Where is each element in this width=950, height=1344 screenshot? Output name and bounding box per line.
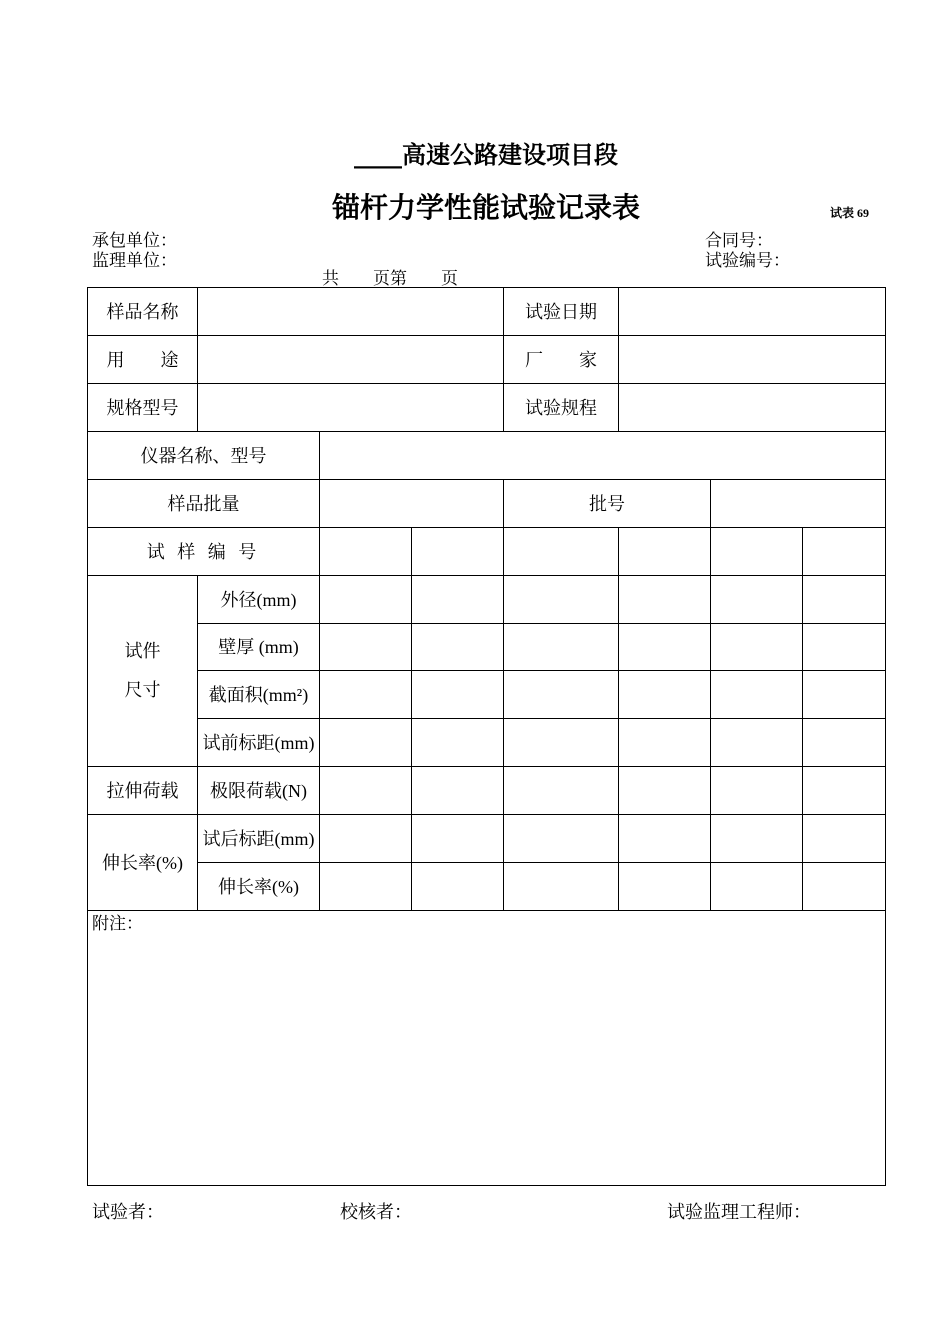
table-row	[88, 815, 886, 863]
gauge-after-cell	[619, 815, 711, 863]
elongation-cell	[504, 863, 619, 911]
record-table	[87, 287, 886, 1186]
elongation-group-label: 伸长率(%)	[88, 815, 198, 911]
specimen-no-cell	[803, 528, 886, 576]
gauge-before-cell	[711, 719, 803, 767]
gauge-before-cell	[412, 719, 504, 767]
elongation-cell	[320, 863, 412, 911]
wall-thickness-cell	[320, 624, 412, 671]
section-area-cell	[320, 671, 412, 719]
gauge-after-cell	[711, 815, 803, 863]
specimen-no-cell	[320, 528, 412, 576]
gauge-after-cell	[412, 815, 504, 863]
batch-no-value	[711, 480, 886, 528]
specimen-no-cell	[504, 528, 619, 576]
table-row	[88, 863, 886, 911]
wall-thickness-cell	[504, 624, 619, 671]
checker-label: 校核者：	[340, 1202, 412, 1222]
table-row	[88, 719, 886, 767]
remarks-label: 附注：	[92, 914, 143, 933]
instrument-value	[320, 432, 886, 480]
table-row	[88, 576, 886, 624]
gauge-after-cell	[504, 815, 619, 863]
form-code: 试表 69	[830, 206, 870, 220]
batch-no-label: 批号	[504, 480, 711, 528]
specimen-size-line-2: 尺寸	[124, 680, 161, 700]
table-row	[88, 767, 886, 815]
tester-label: 试验者：	[92, 1202, 164, 1222]
ultimate-load-cell	[711, 767, 803, 815]
elongation-label: 伸长率(%)	[198, 863, 320, 911]
specimen-no-cell	[711, 528, 803, 576]
supervisor-label: 监理单位：	[92, 251, 177, 270]
sample-name-label: 样品名称	[88, 288, 198, 336]
page-info: 共 页第 页	[322, 269, 458, 288]
table-row	[88, 432, 886, 480]
manufacturer-label: 厂 家	[504, 336, 619, 384]
section-area-cell	[619, 671, 711, 719]
manufacturer-value	[619, 336, 886, 384]
wall-thickness-label: 壁厚 (mm)	[198, 624, 320, 671]
outer-diameter-cell	[803, 576, 886, 624]
table-row	[88, 384, 886, 432]
table-row	[88, 528, 886, 576]
specimen-no-cell	[619, 528, 711, 576]
ultimate-load-cell	[803, 767, 886, 815]
outer-diameter-cell	[619, 576, 711, 624]
wall-thickness-cell	[803, 624, 886, 671]
section-area-cell	[803, 671, 886, 719]
test-standard-label: 试验规程	[504, 384, 619, 432]
test-no-label: 试验编号：	[705, 251, 790, 270]
contractor-label: 承包单位：	[92, 231, 177, 250]
specimen-no-cell	[412, 528, 504, 576]
outer-diameter-cell	[320, 576, 412, 624]
outer-diameter-cell	[504, 576, 619, 624]
elongation-cell	[803, 863, 886, 911]
form-title: 锚杆力学性能试验记录表	[331, 191, 640, 224]
section-area-cell	[504, 671, 619, 719]
specimen-size-line-1: 试件	[124, 641, 161, 661]
gauge-after-cell	[320, 815, 412, 863]
test-standard-value	[619, 384, 886, 432]
ultimate-load-label: 极限荷载(N)	[198, 767, 320, 815]
sample-name-value	[198, 288, 504, 336]
sample-batch-value	[320, 480, 504, 528]
section-area-label: 截面积(mm²)	[198, 671, 320, 719]
usage-value	[198, 336, 504, 384]
contract-no-label: 合同号：	[705, 231, 773, 250]
instrument-label: 仪器名称、型号	[88, 432, 320, 480]
section-area-cell	[412, 671, 504, 719]
tensile-load-label: 拉伸荷载	[88, 767, 198, 815]
table-row	[88, 336, 886, 384]
elongation-cell	[711, 863, 803, 911]
gauge-before-cell	[320, 719, 412, 767]
table-row	[88, 288, 886, 336]
ultimate-load-cell	[412, 767, 504, 815]
section-area-cell	[711, 671, 803, 719]
wall-thickness-cell	[619, 624, 711, 671]
outer-diameter-cell	[412, 576, 504, 624]
gauge-before-cell	[619, 719, 711, 767]
remarks-cell	[88, 911, 886, 1186]
ultimate-load-cell	[320, 767, 412, 815]
test-date-label: 试验日期	[504, 288, 619, 336]
elongation-cell	[619, 863, 711, 911]
specimen-size-label	[88, 576, 198, 767]
gauge-after-cell	[803, 815, 886, 863]
specimen-no-label: 试 样 编 号	[88, 528, 320, 576]
outer-diameter-cell	[711, 576, 803, 624]
spec-model-value	[198, 384, 504, 432]
table-row	[88, 624, 886, 671]
test-date-value	[619, 288, 886, 336]
usage-label: 用 途	[88, 336, 198, 384]
spec-model-label: 规格型号	[88, 384, 198, 432]
gauge-before-cell	[504, 719, 619, 767]
table-row	[88, 671, 886, 719]
ultimate-load-cell	[619, 767, 711, 815]
outer-diameter-label: 外径(mm)	[198, 576, 320, 624]
ultimate-load-cell	[504, 767, 619, 815]
wall-thickness-cell	[711, 624, 803, 671]
table-row	[88, 911, 886, 1186]
sample-batch-label: 样品批量	[88, 480, 320, 528]
elongation-cell	[412, 863, 504, 911]
project-title: ____高速公路建设项目段	[354, 141, 618, 169]
supervisor-engineer-label: 试验监理工程师：	[667, 1202, 811, 1222]
table-row	[88, 480, 886, 528]
wall-thickness-cell	[412, 624, 504, 671]
gauge-before-cell	[803, 719, 886, 767]
gauge-before-label: 试前标距(mm)	[198, 719, 320, 767]
gauge-after-label: 试后标距(mm)	[198, 815, 320, 863]
